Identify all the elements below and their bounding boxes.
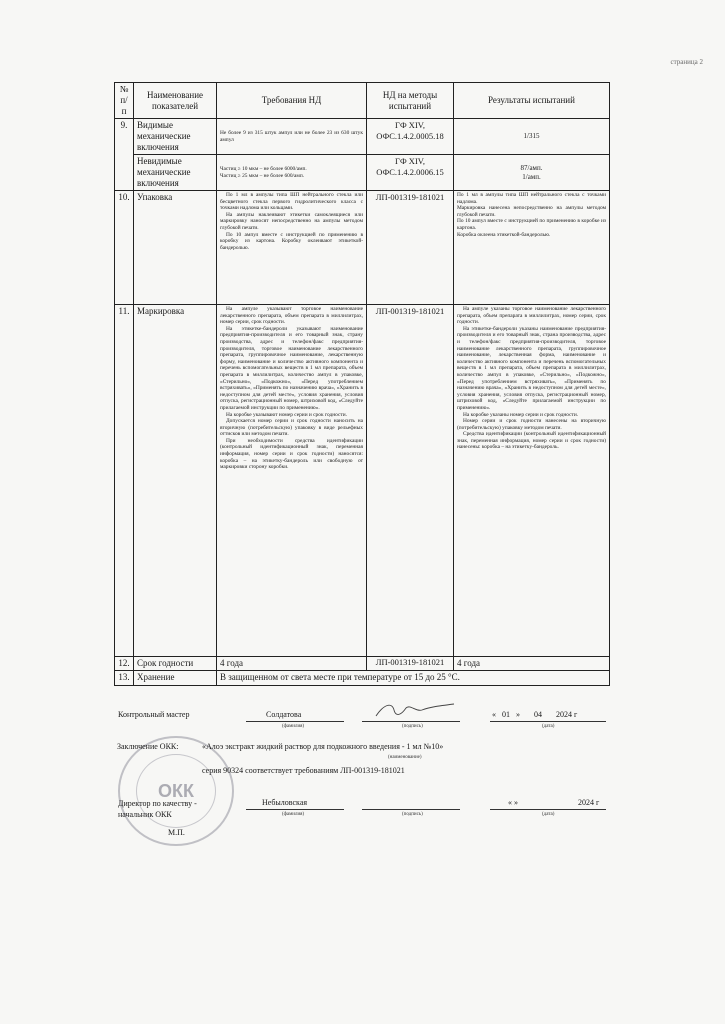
signature-caption: (подпись) bbox=[402, 724, 423, 729]
requirement-line: Частиц ≥ 25 мкм – не более 600/амп. bbox=[220, 172, 305, 179]
header-no: № п/п bbox=[115, 83, 134, 119]
signature-caption: (подпись) bbox=[402, 812, 423, 817]
mp-label: М.П. bbox=[168, 828, 185, 837]
indicator-name: Невидимые механические включения bbox=[134, 155, 217, 191]
result-line: 1/амп. bbox=[522, 172, 541, 181]
date-open-quote: « bbox=[492, 710, 496, 719]
requirement-text: Не более 9 из 315 штук ампул или не более 23 из 630 штук ампул bbox=[217, 119, 367, 155]
requirement-cell bbox=[217, 305, 367, 657]
result-paragraph: По 10 ампул вместе с инструкцией по применению в коробке из картона. bbox=[457, 218, 606, 231]
result-cell bbox=[454, 305, 610, 657]
requirement-line: Частиц ≥ 10 мкм – не более 6000/амп. bbox=[220, 165, 307, 172]
conclusion-series: серия 90324 соответствует требованиям ЛП-001319-181021 bbox=[202, 766, 405, 775]
master-name: Солдатова bbox=[266, 710, 302, 719]
result-line: 87/амп. bbox=[520, 163, 543, 172]
results-table bbox=[114, 82, 610, 686]
row-number: 10. bbox=[115, 191, 134, 305]
indicator-name: Видимые механические включения bbox=[134, 119, 217, 155]
master-signature bbox=[372, 698, 458, 722]
requirement-paragraph: На ампуле указывают торговое наименование лекарственного препарата, объем препарата в миллилитрах, номер серии, срок годности. bbox=[220, 306, 363, 326]
result-paragraph: Средства идентификации (контрольный идентификационный знак, переменная информация, номер серии и срок годности) нанесены: коробка – на этикетку-бандероль. bbox=[457, 431, 606, 451]
master-date-line bbox=[490, 721, 606, 722]
method-reference: ГФ XIV, ОФС.1.4.2.0006.15 bbox=[367, 155, 454, 191]
conclusion-product: «Алоэ экстракт жидкий раствор для подкожного введения - 1 мл №10» bbox=[202, 742, 444, 751]
row-number: 11. bbox=[115, 305, 134, 657]
method-reference: ЛП-001319-181021 bbox=[367, 657, 454, 671]
surname-caption: (фамилия) bbox=[282, 724, 305, 729]
header-methods: НД на методы испытаний bbox=[367, 83, 454, 119]
table-row bbox=[115, 305, 610, 657]
requirement-cell bbox=[217, 191, 367, 305]
requirement-paragraph: При необходимости средства идентификации (контрольный идентификационный знак, переменная информация, номер серии и срок годности) наносятся: коробка – на этикетку-бандероль или свободную от маркировки сторону коробки. bbox=[220, 437, 363, 471]
requirement-paragraph: По 10 ампул вместе с инструкцией по применению в коробку из картона. Коробку оклеивают этикеткой-бандеролью. bbox=[220, 231, 363, 251]
master-label: Контрольный мастер bbox=[118, 710, 190, 719]
requirement-paragraph: На коробке указывают номер серии и срок годности. bbox=[226, 411, 347, 418]
conclusion-label: Заключение ОКК: bbox=[117, 742, 179, 751]
director-date-quotes: « » bbox=[508, 798, 518, 807]
result-paragraph: На ампуле указаны торговое наименование лекарственного препарата, объем препарата в миллилитрах, номер серии, срок годности. bbox=[457, 306, 606, 326]
director-date-line bbox=[490, 809, 606, 810]
result-paragraph: На коробке указаны номер серии и срок годности. bbox=[463, 411, 579, 418]
date-close-quote: » bbox=[516, 710, 520, 719]
method-reference: ЛП-001319-181021 bbox=[367, 305, 454, 657]
requirement-text: 4 года bbox=[217, 657, 367, 671]
result-paragraph: Маркировка нанесена непосредственно на ампулы методом глубокой печати. bbox=[457, 205, 606, 218]
director-label-1: Директор по качеству - bbox=[118, 799, 197, 808]
requirement-paragraph: На ампулы наклеивают этикетки самоклеящиеся или маркировку наносят непосредственно на ампулы методом глубокой печати. bbox=[220, 211, 363, 231]
header-name: Наименование показателей bbox=[134, 83, 217, 119]
date-month: 04 bbox=[534, 710, 542, 719]
method-reference: ГФ XIV, ОФС.1.4.2.0005.18 bbox=[367, 119, 454, 155]
indicator-name: Упаковка bbox=[134, 191, 217, 305]
name-caption: (наименование) bbox=[388, 755, 422, 760]
table-row bbox=[115, 657, 610, 671]
indicator-name: Маркировка bbox=[134, 305, 217, 657]
requirement-paragraph: Допускается номер серии и срок годности наносить на вторичную (потребительскую) упаковку в виде рельефных оттисков или методом печати. bbox=[220, 418, 363, 438]
director-year: 2024 г bbox=[578, 798, 600, 807]
date-caption: (дата) bbox=[542, 812, 555, 817]
surname-caption: (фамилия) bbox=[282, 812, 305, 817]
table-row bbox=[115, 155, 610, 191]
method-reference: ЛП-001319-181021 bbox=[367, 191, 454, 305]
result-cell bbox=[454, 191, 610, 305]
requirement-paragraph: На этикетке-бандероли указывают наименование предприятия-производителя и его товарный знак, страну производства, адрес и телефон/факс предприятия-производителя, торговое наименование лекарственного препарата, группировочное наименование, лекарственную форму, наименование и количество активного компонента и перечень вспомогательных веществ в 1 мл препарата, объем препарата в миллилитрах, количество ампул в упаковке, «Стерильно», «Подкожно», «Перед употреблением встряхивать», «Применять по назначению врача», «Хранить в недоступном для детей месте», условия хранения, условия отпуска, регистрационный номер, штриховой код, «Следуйте прилагаемой инструкции по применению». bbox=[220, 325, 363, 411]
master-name-line bbox=[246, 721, 344, 722]
director-signature-line bbox=[362, 809, 460, 810]
requirement-cell bbox=[217, 155, 367, 191]
master-date bbox=[492, 710, 577, 719]
result-paragraph: По 1 мл в ампулы типа ШП нейтрального стекла с точками надлома. bbox=[457, 192, 606, 205]
row-number: 9. bbox=[115, 119, 134, 191]
director-name: Небыловская bbox=[262, 798, 308, 807]
date-caption: (дата) bbox=[542, 724, 555, 729]
header-results: Результаты испытаний bbox=[454, 83, 610, 119]
director-name-line bbox=[246, 809, 344, 810]
indicator-name: Срок годности bbox=[134, 657, 217, 671]
director-label-2: начальник ОКК bbox=[118, 810, 172, 819]
table-row bbox=[115, 671, 610, 686]
page-number: страница 2 bbox=[670, 58, 703, 66]
result-value: 1/315 bbox=[454, 119, 610, 155]
result-paragraph: Коробка оклеена этикеткой-бандеролью. bbox=[457, 231, 551, 238]
table-row bbox=[115, 191, 610, 305]
table-header-row bbox=[115, 83, 610, 119]
header-requirements: Требования НД bbox=[217, 83, 367, 119]
table-row bbox=[115, 119, 610, 155]
result-paragraph: Номер серии и срок годности нанесены на вторичную (потребительскую) упаковку методом печати. bbox=[457, 418, 606, 431]
row-number: 12. bbox=[115, 657, 134, 671]
stamp-center: ОКК bbox=[136, 754, 216, 828]
storage-conditions: В защищенном от света месте при температуре от 15 до 25 °С. bbox=[217, 671, 610, 686]
result-paragraph: На этикетке-бандероли указаны наименование предприятия-производителя и его товарный знак, страна производства, адрес и телефон/факс предприятия-производителя, торговое наименование лекарственного препарата, группировочное наименование, лекарственная форма, наименование и количество активного компонента и перечень вспомогательных веществ в 1 мл препарата, объем препарата в миллилитрах, количество ампул в упаковке, «Стерильно», «Подкожно», «Перед употреблением встряхивать», «Применять по назначению врача», «Хранить в недоступном для детей месте», условия хранения, условия отпуска, регистрационный номер, штриховой код, «Следуйте прилагаемой инструкции по применению». bbox=[457, 325, 606, 411]
requirement-paragraph: По 1 мл в ампулы типа ШП нейтрального стекла или бесцветного стекла первого гидролитического класса с точками надлома или кольцами. bbox=[220, 192, 363, 212]
date-year: 2024 г bbox=[556, 710, 578, 719]
indicator-name: Хранение bbox=[134, 671, 217, 686]
row-number: 13. bbox=[115, 671, 134, 686]
result-value: 4 года bbox=[454, 657, 610, 671]
result-cell bbox=[454, 155, 610, 191]
date-day: 01 bbox=[502, 710, 510, 719]
